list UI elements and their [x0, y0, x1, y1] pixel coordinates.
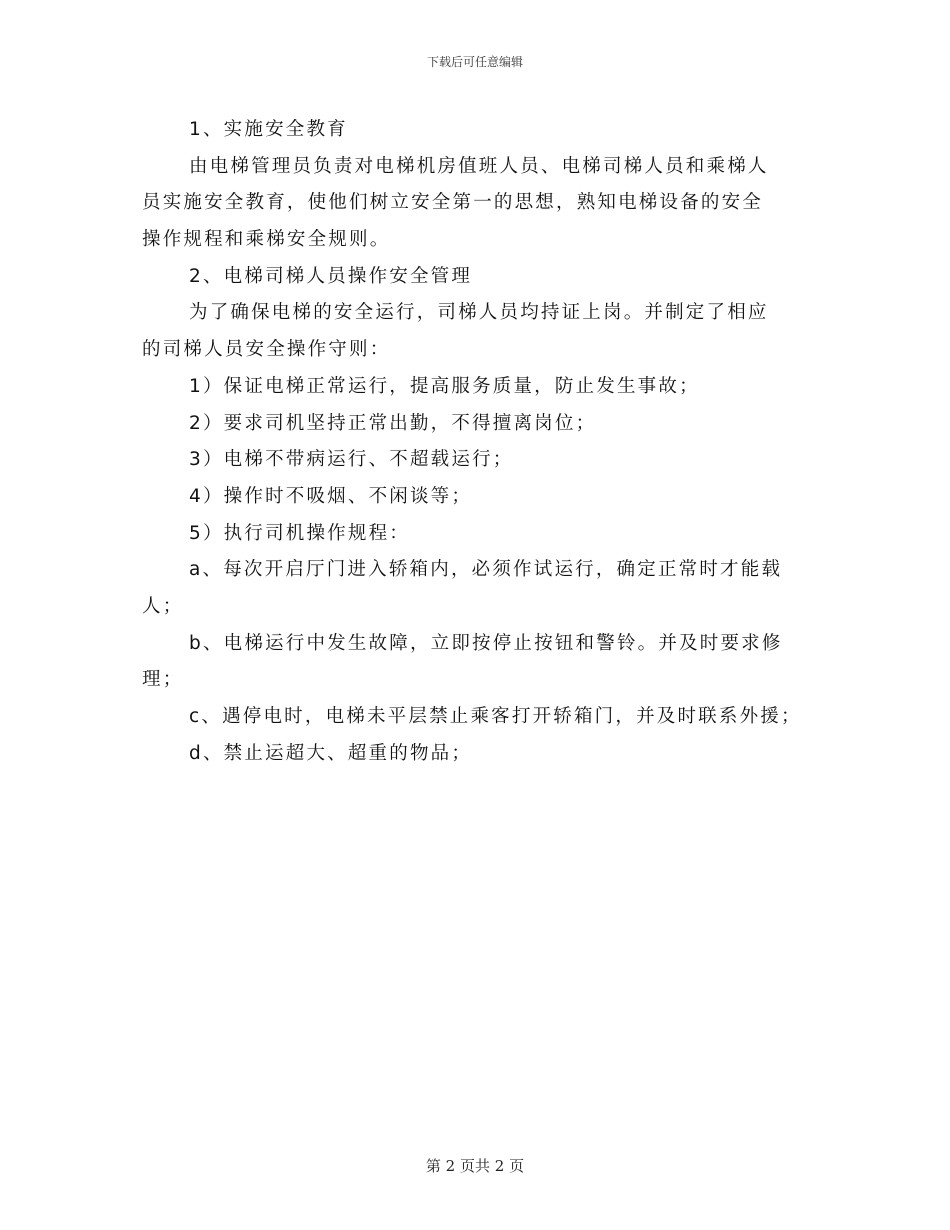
- list-item: 1）保证电梯正常运行，提高服务质量，防止发生事故；: [189, 375, 700, 397]
- document-body: [142, 112, 822, 772]
- section-heading: 2、电梯司梯人员操作安全管理: [189, 265, 473, 287]
- sub-list-item-continuation: 理；: [142, 669, 184, 691]
- paragraph-line: 的司梯人员安全操作守则：: [142, 339, 391, 361]
- paragraph-line: 员实施安全教育，使他们树立安全第一的思想，熟知电梯设备的安全: [142, 192, 764, 214]
- sub-list-item: a、每次开启厅门进入轿箱内，必须作试运行，确定正常时才能载: [189, 559, 783, 581]
- list-item: 2）要求司机坚持正常出勤，不得擅离岗位；: [189, 412, 597, 434]
- list-item: 4）操作时不吸烟、不闲谈等；: [189, 485, 473, 507]
- paragraph-line: 由电梯管理员负责对电梯机房值班人员、电梯司梯人员和乘梯人: [189, 155, 769, 177]
- paragraph-line: 操作规程和乘梯安全规则。: [142, 229, 391, 251]
- list-item: 5）执行司机操作规程：: [189, 522, 410, 544]
- list-item: 3）电梯不带病运行、不超载运行；: [189, 449, 514, 471]
- paragraph-line: 为了确保电梯的安全运行，司梯人员均持证上岗。并制定了相应: [189, 302, 769, 324]
- page-header: 下载后可任意编辑: [426, 55, 523, 69]
- sub-list-item-continuation: 人；: [142, 595, 184, 617]
- sub-list-item: b、电梯运行中发生故障，立即按停止按钮和警铃。并及时要求修: [189, 632, 783, 654]
- section-heading: 1、实施安全教育: [189, 119, 348, 140]
- page-footer: 第 2 页共 2 页: [425, 1157, 525, 1175]
- sub-list-item: d、禁止运超大、超重的物品；: [189, 742, 473, 764]
- sub-list-item: c、遇停电时，电梯未平层禁止乘客打开轿箱门，并及时联系外援；: [189, 706, 802, 727]
